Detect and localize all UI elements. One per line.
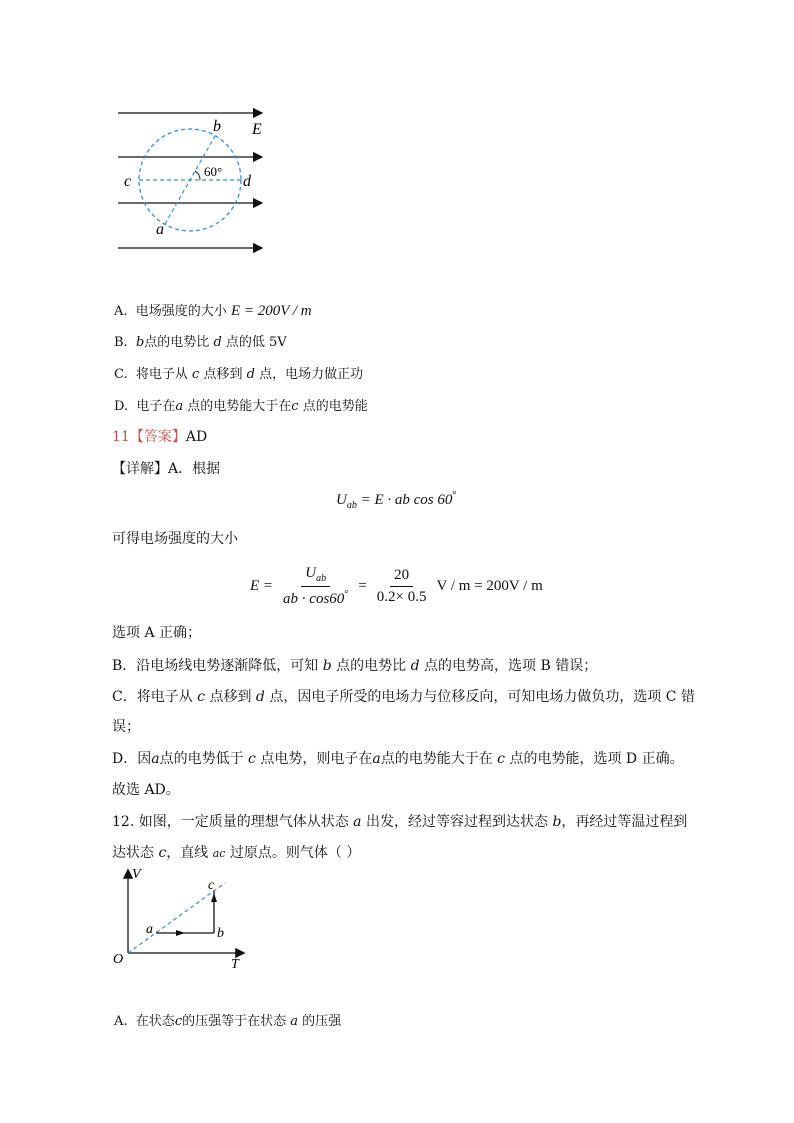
state-label-b: b xyxy=(217,926,224,941)
label-d: d xyxy=(243,173,251,190)
equation-1: $U_{ab} = E$ · ab cos 60° xyxy=(336,490,457,511)
explain-intro: 【详解】A．根据 xyxy=(112,461,221,477)
explain-line-C-cont: 误； xyxy=(112,719,140,735)
state-label-a: a xyxy=(146,922,153,937)
label-E: E xyxy=(252,121,262,138)
explain-line-2: 可得电场强度的大小 xyxy=(112,531,238,547)
equation-2: E = $\frac{U_{ab}}{ab \cdot \cos 60^\circ}$ = $\frac{20}{0.2\times 0.5}$ V / m = 200V / m xyxy=(250,565,543,607)
angle-arc xyxy=(195,171,200,180)
option-A[interactable]: A. 电场强度的大小 E = 200V / m xyxy=(114,303,312,319)
arrow-bc xyxy=(211,893,217,902)
explain-line-B: B．沿电场线电势逐渐降低，可知 b 点的电势比 d 点的电势高，选项 B 错误； xyxy=(112,658,598,674)
q12-stem-line-1: 12. 如图，一定质量的理想气体从状态 a 出发，经过等容过程到达状态 b，再经过等温过程到 xyxy=(112,814,688,830)
explain-line-C: C．将电子从 c 点移到 d 点，因电子所受的电场力与位移反向，可知电场力做负功，选项 C 错 xyxy=(112,689,695,705)
option-C[interactable]: C. 将电子从 c 点移到 d 点，电场力做正功 xyxy=(114,367,364,382)
answer-line: 11【答案】AD xyxy=(112,429,208,445)
explain-line-D: D．因a点的电势低于 c 点电势，则电子在a点的电势能大于在 c 点的电势能，选项 D 正确。 xyxy=(112,751,684,767)
label-angle: 60° xyxy=(204,164,223,179)
label-c: c xyxy=(124,173,132,190)
label-b: b xyxy=(213,118,221,135)
electric-field-figure xyxy=(110,100,280,260)
state-label-c: c xyxy=(208,878,215,893)
explain-line-end: 故选 AD。 xyxy=(112,782,180,798)
arrow-ab xyxy=(176,930,185,936)
label-a: a xyxy=(156,221,164,238)
vt-diagram xyxy=(110,865,250,975)
diameter-ab xyxy=(165,136,215,224)
axis-label-T: T xyxy=(231,957,239,972)
option-D[interactable]: D. 电子在a 点的电势能大于在c 点的电势能 xyxy=(114,399,368,414)
axis-label-V: V xyxy=(132,867,141,882)
q12-option-A[interactable]: A. 在状态c的压强等于在状态 a 的压强 xyxy=(114,1014,342,1029)
line-ac xyxy=(128,883,225,953)
option-B[interactable]: B. b点的电势比 d 点的低 5V xyxy=(114,335,287,350)
explain-line-A: 选项 A 正确； xyxy=(112,625,202,641)
origin-label: O xyxy=(113,952,124,967)
q12-stem-line-2: 达状态 c，直线 ac 过原点。则气体（ ） xyxy=(112,845,361,861)
